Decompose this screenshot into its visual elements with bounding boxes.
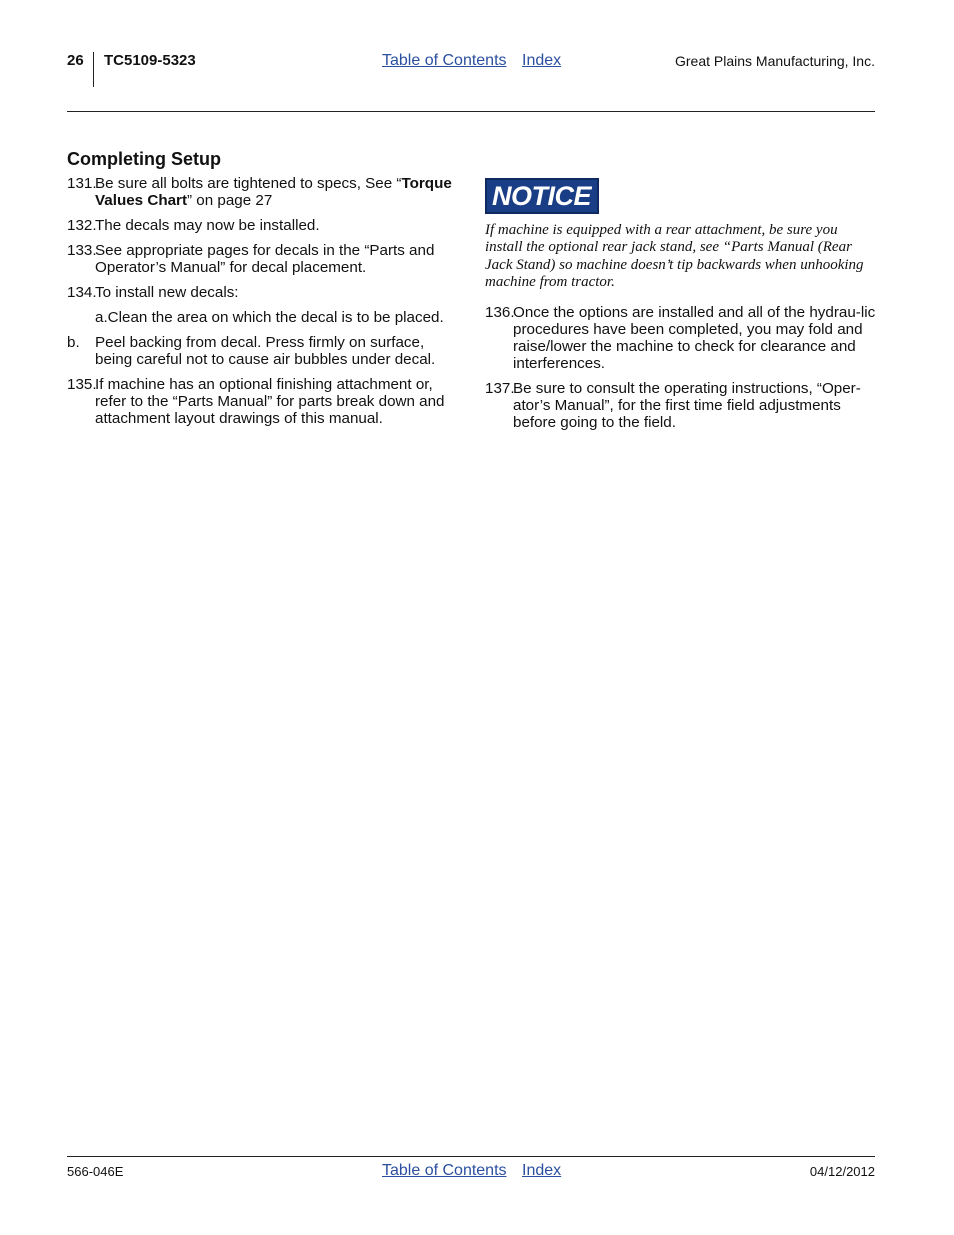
left-column [67,148,457,435]
header-rule [67,111,875,112]
section-title: Completing Setup [67,149,221,169]
step-number: 136. [485,303,515,321]
step-number: 135. [67,376,97,393]
document-number: 566-046E [67,1164,124,1179]
step-number: 132. [67,217,97,234]
step-text-tail: ” on page 27 [187,192,273,209]
step-text: Be sure to consult the operating instructions, “Oper-ator’s Manual”, for the first time field adjustments before going to the field. [513,379,861,431]
step-text: Be sure all bolts are tightened to specs, See “ [95,175,402,192]
step-134-b [67,334,457,368]
footer-toc-link[interactable]: Table of Contents [382,1162,507,1179]
page-number: 26 [67,52,84,69]
step-text: Once the options are installed and all of the hydrau-lic procedures have been completed, you may fold and raise/lower the machine to check for clearance and interferences. [513,303,876,372]
step-text: The decals may now be installed. [95,217,320,234]
right-column [485,178,877,439]
footer-rule [67,1156,875,1157]
step-132 [67,217,457,234]
revision-date: 04/12/2012 [809,1164,875,1179]
step-137 [485,380,877,431]
notice-text: If machine is equipped with a rear attachment, be sure you install the optional rear jack stand, see “Parts Manual (Rear Jack Stand) so machine doesn’t tip backwards when unhooking machine from tractor. [485,222,864,291]
step-number: 133. [67,242,97,259]
step-134 [67,284,457,301]
header-toc-link[interactable]: Table of Contents [382,52,507,69]
substep-text: Peel backing from decal. Press firmly on surface, being careful not to cause air bubbles under decal. [95,334,436,368]
step-135 [67,376,457,427]
substep-letter: b. [67,334,80,351]
company-name: Great Plains Manufacturing, Inc. [675,53,875,69]
step-133 [67,242,457,276]
step-136 [485,304,877,372]
step-number: 137. [485,379,515,397]
step-text: If machine has an optional finishing attachment or, refer to the “Parts Manual” for parts break down and attachment layout drawings of this manual. [95,376,445,427]
model-number: TC5109-5323 [104,52,196,69]
footer-index-link[interactable]: Index [522,1162,562,1179]
header-index-link[interactable]: Index [522,52,562,69]
step-number: 131. [67,175,97,192]
step-134-a [67,309,457,326]
step-131 [67,175,457,209]
substep-text: a.Clean the area on which the decal is to be placed. [95,309,444,326]
step-text: To install new decals: [95,284,239,301]
step-text: See appropriate pages for decals in the “Parts and Operator’s Manual” for decal placement. [95,242,435,276]
notice-badge: NOTICE [485,178,599,214]
torque-chart-reference[interactable]: Torque Values Chart [95,175,452,209]
step-number: 134. [67,284,97,301]
header-divider [93,52,94,87]
